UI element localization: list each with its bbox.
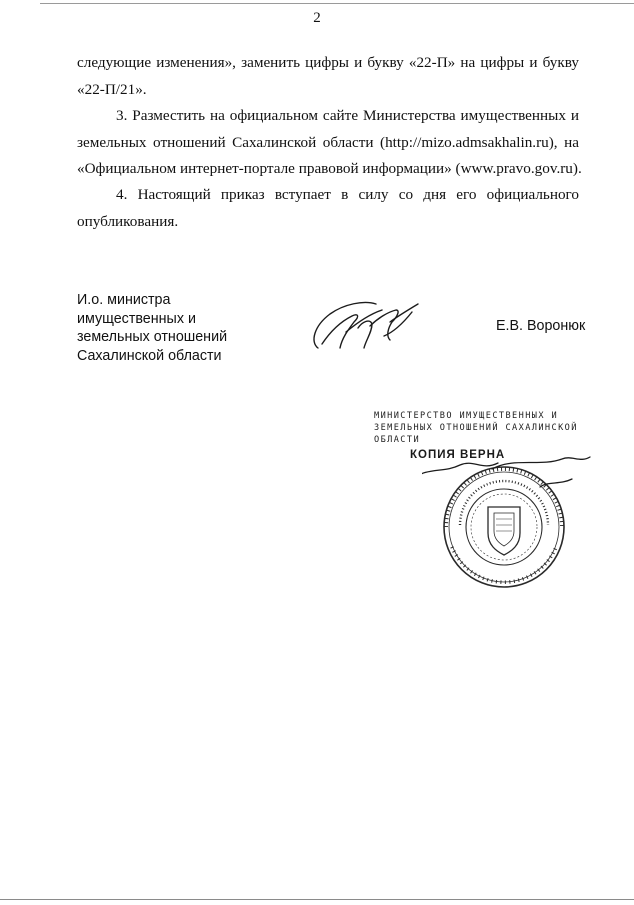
bottom-rule <box>0 899 634 900</box>
signatory-position <box>77 291 227 365</box>
stamp-line: ОБЛАСТИ <box>374 435 421 445</box>
paragraph-publish <box>77 103 582 183</box>
position-line: земельных отношений <box>77 329 228 345</box>
paragraph-line: опубликования. <box>77 212 179 230</box>
position-line: имущественных и <box>77 310 196 327</box>
handwritten-signature-icon <box>300 292 430 358</box>
stamp-line: МИНИСТЕРСТВО ИМУЩЕСТВЕННЫХ И <box>374 411 559 421</box>
copy-certified-label: КОПИЯ ВЕРНА <box>410 449 506 461</box>
stamp-line: ЗЕМЕЛЬНЫХ ОТНОШЕНИЙ САХАЛИНСКОЙ <box>374 423 578 433</box>
paragraph-line: следующие изменения», заменить цифры и букву «22-П» на цифры и букву <box>77 54 579 71</box>
paragraph-line: «22-П/21». <box>77 80 147 98</box>
paragraph-line: «Официальном интернет-портале правовой информации» (www.pravo.gov.ru). <box>77 160 582 177</box>
paragraph-line: 3. Разместить на официальном сайте Министерства имущественных и <box>116 107 579 124</box>
paragraph-amendment <box>77 50 579 103</box>
top-rule <box>40 3 634 4</box>
paragraph-effective <box>77 182 579 235</box>
paragraph-line: 4. Настоящий приказ вступает в силу со дня его официального <box>116 186 579 203</box>
signatory-name: Е.В. Воронюк <box>496 318 586 334</box>
paragraph-line: земельных отношений Сахалинской области (http://mizo.admsakhalin.ru), на <box>77 133 579 151</box>
certification-stamp-header <box>374 410 578 446</box>
position-line: И.о. министра <box>77 292 171 308</box>
page-number: 2 <box>313 10 321 26</box>
position-line: Сахалинской области <box>77 347 222 364</box>
round-seal-icon <box>422 455 592 590</box>
